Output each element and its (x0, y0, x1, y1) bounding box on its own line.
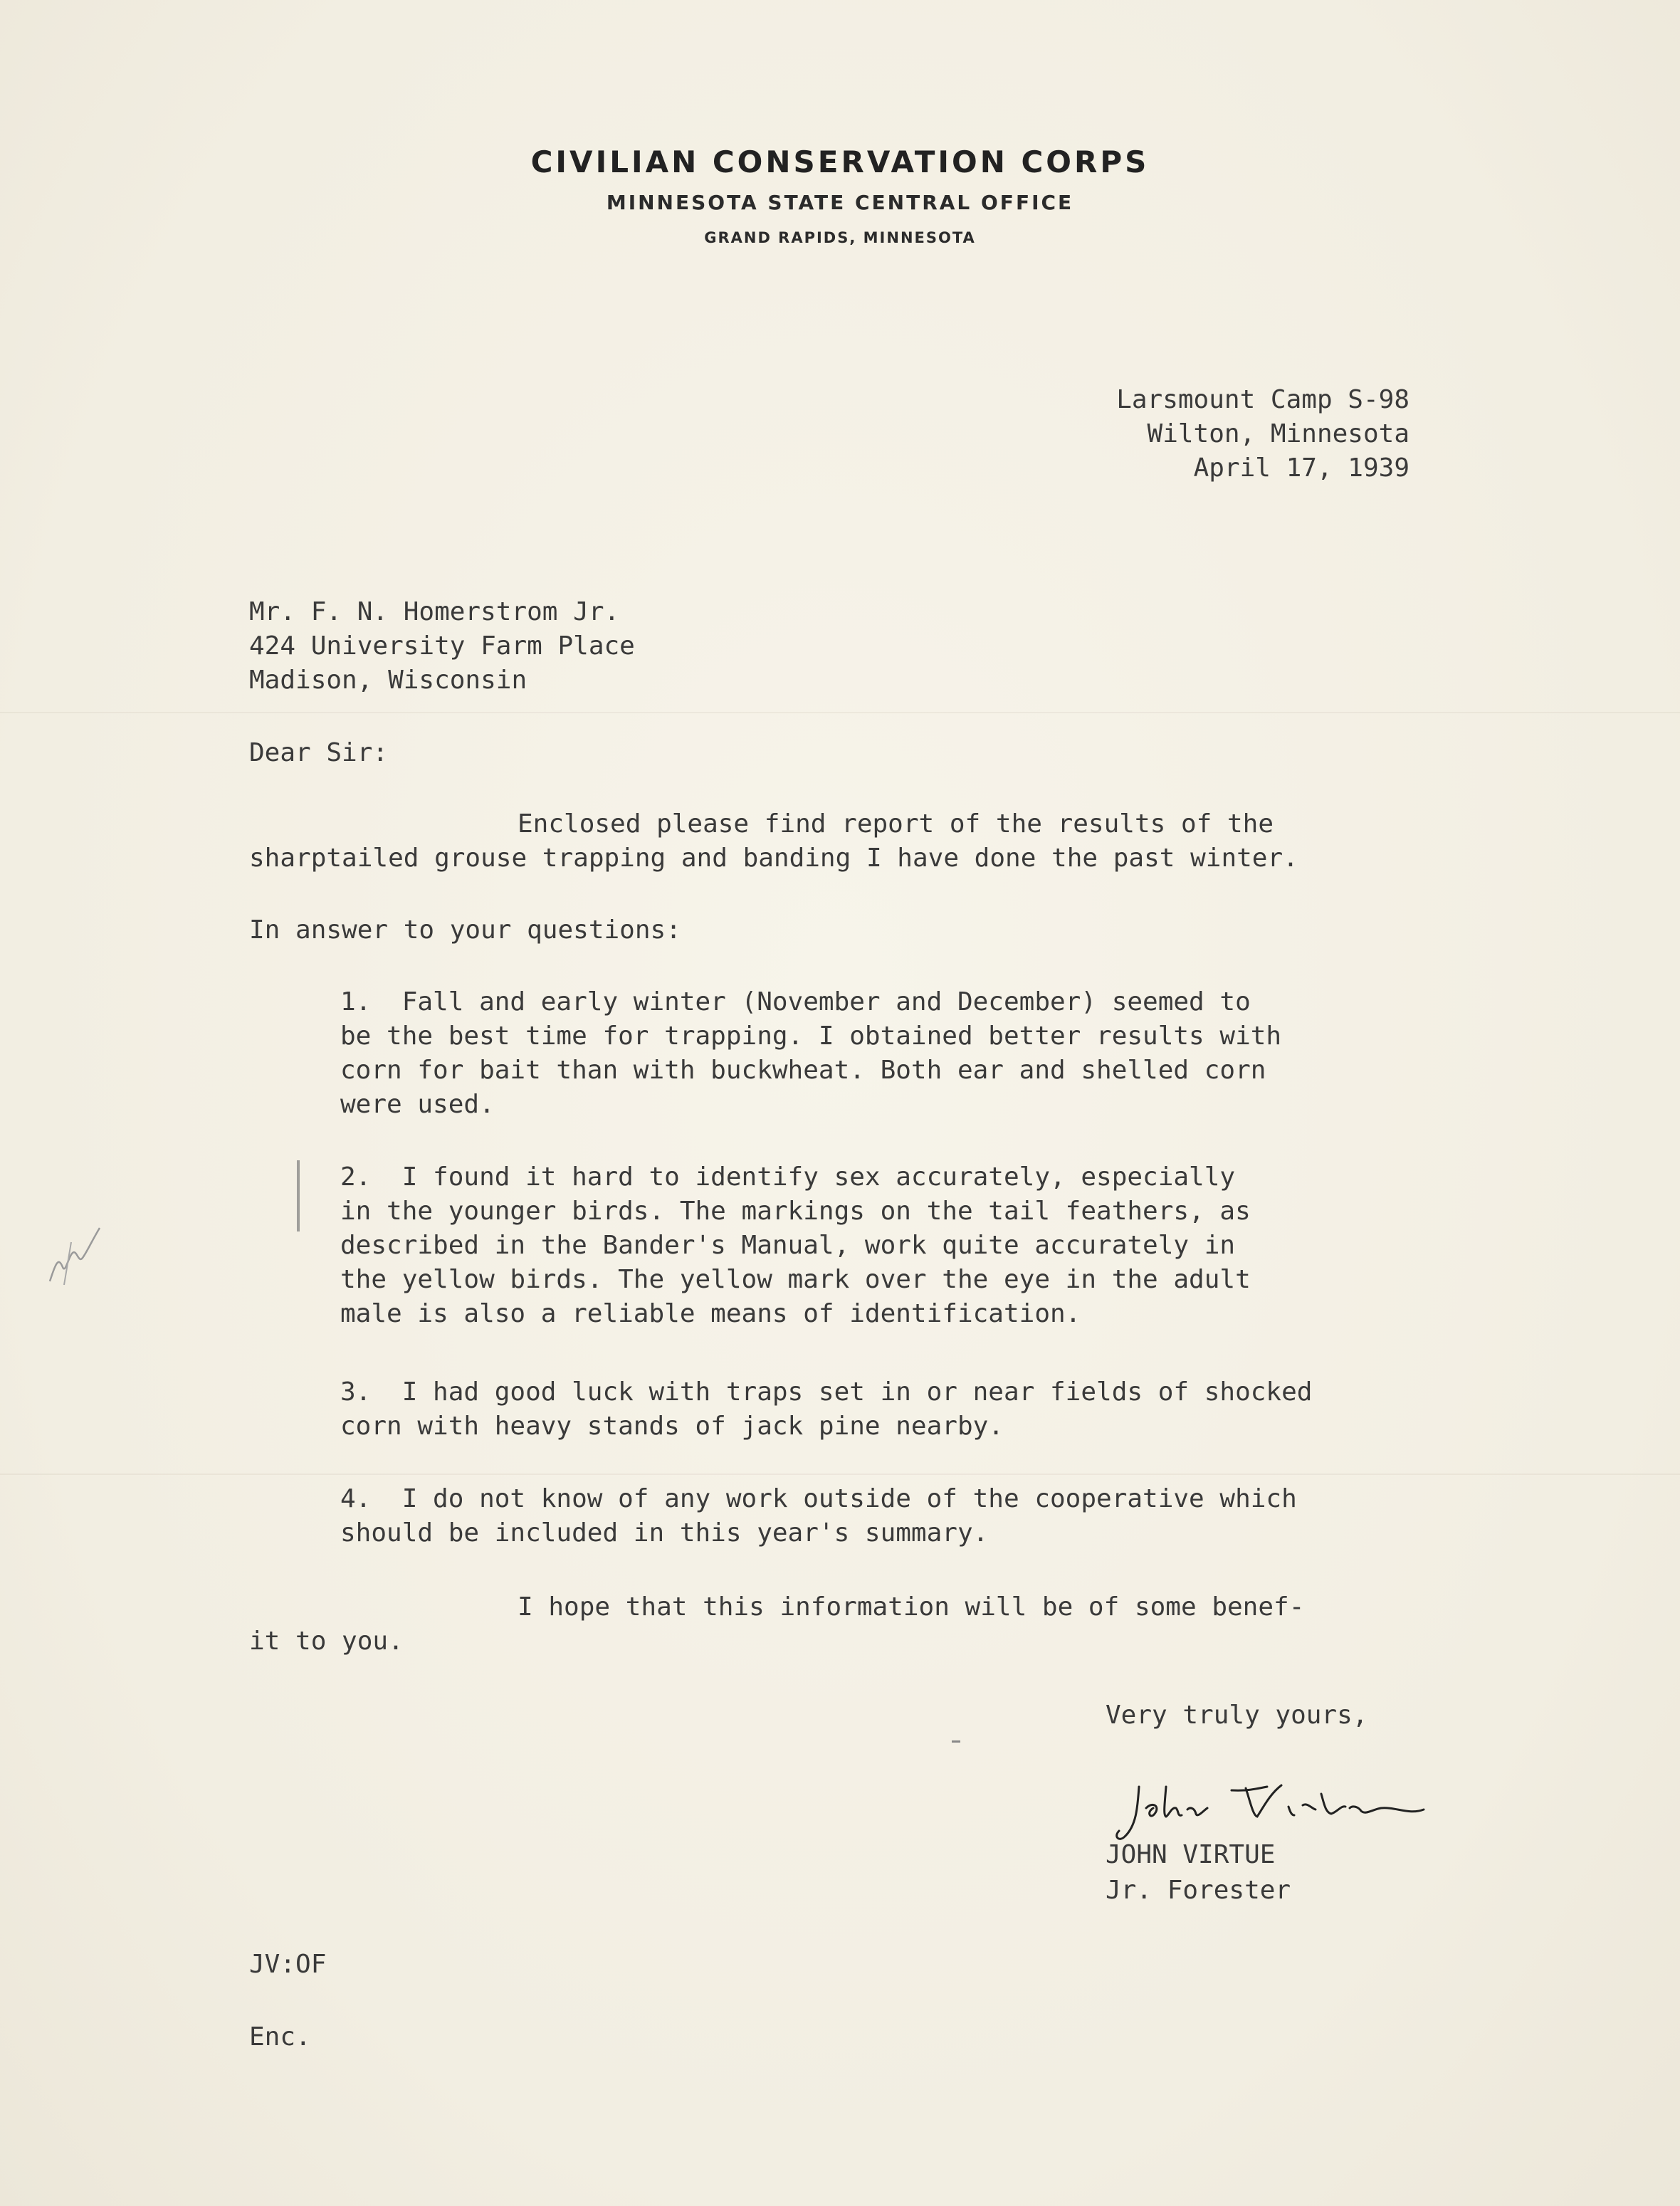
answer-line: 4. I do not know of any work outside of the cooperative which (340, 1484, 1297, 1513)
answer-line: corn with heavy stands of jack pine nearby. (340, 1412, 1004, 1441)
closing-line: I hope that this information will be of some benef- (518, 1592, 1305, 1622)
recipient-city: Madison, Wisconsin (249, 666, 527, 695)
margin-mark (297, 1160, 300, 1231)
sender-line2: Wilton, Minnesota (1147, 419, 1409, 448)
paper-fold (0, 712, 1680, 713)
answer-line: described in the Bander's Manual, work quite accurately in (340, 1231, 1236, 1260)
answer-line: corn for bait than with buckwheat. Both ear and shelled corn (340, 1056, 1266, 1085)
letter-date: April 17, 1939 (1193, 453, 1409, 483)
signer-title: Jr. Forester (1106, 1876, 1291, 1905)
pencil-annotation (43, 1214, 107, 1292)
letterhead-office: MINNESOTA STATE CENTRAL OFFICE (606, 191, 1074, 214)
answer-line: in the younger birds. The markings on the tail feathers, as (340, 1197, 1251, 1226)
answer-line: were used. (340, 1090, 495, 1119)
answer-line: 1. Fall and early winter (November and December) seemed to (340, 987, 1251, 1017)
answer-line: be the best time for trapping. I obtained better results with (340, 1021, 1282, 1051)
questions-intro: In answer to your questions: (249, 915, 681, 945)
reference-initials: JV:OF (249, 1950, 327, 1979)
answer-line: 3. I had good luck with traps set in or near fields of shocked (340, 1377, 1313, 1407)
closing-line: it to you. (249, 1627, 404, 1656)
enclosure-note: Enc. (249, 2022, 311, 2052)
sender-line1: Larsmount Camp S-98 (1116, 385, 1409, 414)
answer-line: the yellow birds. The yellow mark over the eye in the adult (340, 1265, 1251, 1294)
answer-line: male is also a reliable means of identification. (340, 1299, 1081, 1328)
answer-line: should be included in this year's summary. (340, 1518, 989, 1548)
intro-line: Enclosed please find report of the results of the (518, 809, 1274, 839)
recipient-street: 424 University Farm Place (249, 631, 635, 661)
stray-mark (952, 1740, 960, 1743)
letterhead-location: GRAND RAPIDS, MINNESOTA (704, 229, 976, 246)
letterhead-org: CIVILIAN CONSERVATION CORPS (530, 145, 1150, 179)
valediction: Very truly yours, (1106, 1701, 1368, 1730)
intro-line: sharptailed grouse trapping and banding I have done the past winter. (249, 844, 1298, 873)
answer-line: 2. I found it hard to identify sex accurately, especially (340, 1162, 1236, 1192)
paper-fold (0, 1474, 1680, 1475)
signer-name: JOHN VIRTUE (1106, 1840, 1276, 1869)
salutation: Dear Sir: (249, 738, 389, 767)
recipient-name: Mr. F. N. Homerstrom Jr. (249, 597, 620, 626)
